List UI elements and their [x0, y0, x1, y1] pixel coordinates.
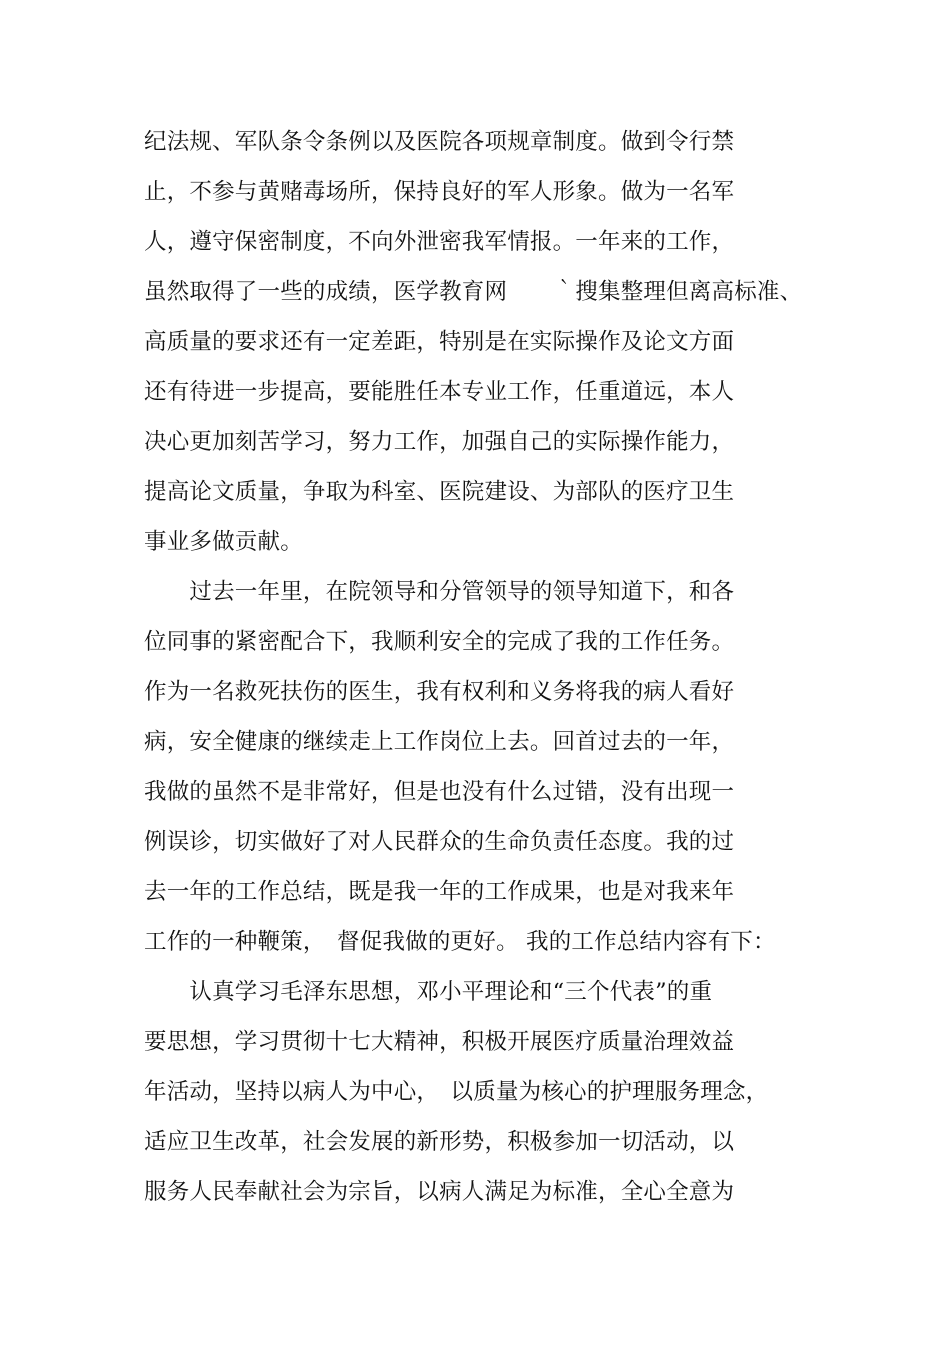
text-line: 决心更加刻苦学习，努力工作，加强自己的实际操作能力，	[144, 429, 735, 455]
text-line: 提高论文质量，争取为科室、医院建设、为部队的医疗卫生	[144, 479, 735, 505]
text-line: 去一年的工作总结，既是我一年的工作成果，也是对我来年	[144, 879, 735, 905]
text-line: 例误诊，切实做好了对人民群众的生命负责任态度。我的过	[144, 829, 735, 855]
text-line: 服务人民奉献社会为宗旨，以病人满足为标准，全心全意为	[144, 1179, 735, 1205]
text-line: 适应卫生改革，社会发展的新形势，积极参加一切活动，以	[144, 1129, 735, 1155]
paragraph-start-line: 过去一年里，在院领导和分管领导的领导知道下，和各	[144, 579, 735, 605]
text-line: 年活动，坚持以病人为中心， 以质量为核心的护理服务理念，	[144, 1079, 769, 1105]
text-line: 止，不参与黄赌毒场所，保持良好的军人形象。做为一名军	[144, 179, 735, 205]
text-line: 高质量的要求还有一定差距，特别是在实际操作及论文方面	[144, 329, 735, 355]
text-line: 要思想，学习贯彻十七大精神，积极开展医疗质量治理效益	[144, 1029, 735, 1055]
text-line: 还有待进一步提高，要能胜任本专业工作，任重道远，本人	[144, 379, 735, 405]
text-line: 位同事的紧密配合下，我顺利安全的完成了我的工作任务。	[144, 629, 735, 655]
text-line: 人，遵守保密制度，不向外泄密我军情报。一年来的工作，	[144, 229, 735, 255]
text-line: 纪法规、军队条令条例以及医院各项规章制度。做到令行禁	[144, 129, 735, 155]
text-line: 我做的虽然不是非常好，但是也没有什么过错，没有出现一	[144, 779, 735, 805]
text-line: 虽然取得了一些的成绩，医学教育网 ｀搜集整理但离高标准、	[144, 279, 803, 305]
paragraph-start-line: 认真学习毛泽东思想，邓小平理论和“三个代表”的重	[144, 979, 713, 1005]
text-line: 事业多做贡献。	[144, 529, 303, 555]
text-line: 病，安全健康的继续走上工作岗位上去。回首过去的一年，	[144, 729, 735, 755]
text-line: 作为一名救死扶伤的医生，我有权利和义务将我的病人看好	[144, 679, 735, 705]
text-line: 工作的一种鞭策， 督促我做的更好。 我的工作总结内容有下：	[144, 929, 776, 955]
